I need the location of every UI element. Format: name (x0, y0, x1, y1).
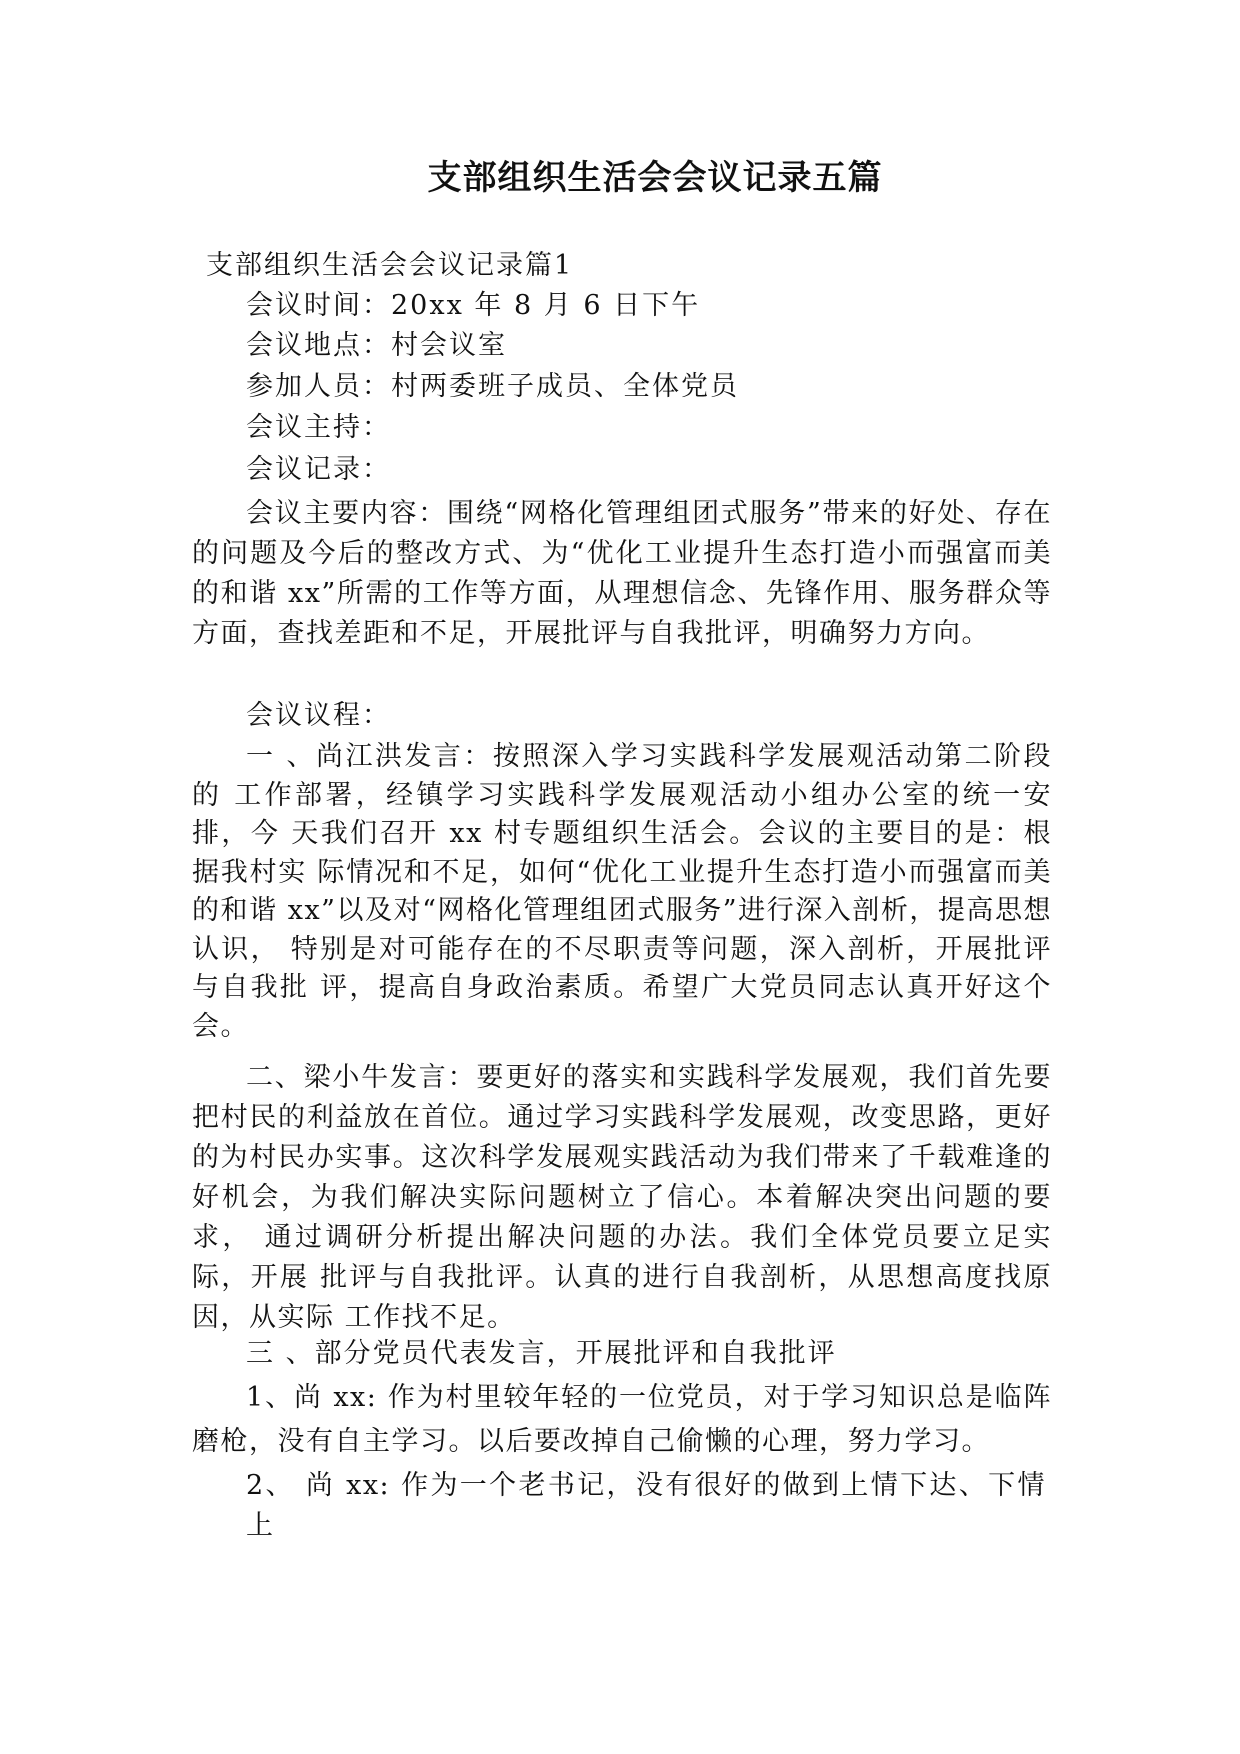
speaker-1: 1、尚 xx: 作为村里较年轻的一位党员，对于学习知识总是临阵磨枪，没有自主学习。以后要改掉自己偷懒的心理，努力学习。 (192, 1382, 1052, 1457)
attendees: 参加人员：村两委班子成员、全体党员 (246, 371, 739, 402)
document-title: 支部组织生活会会议记录五篇 (427, 158, 883, 198)
section-heading: 支部组织生活会会议记录篇1 (206, 250, 574, 281)
agenda-item-2: 二、梁小牛发言：要更好的落实和实践科学发展观，我们首先要把村民的利益放在首位。通过学习实践科学发展观，改变思路，更好的为村民办实事。这次科学发展观实践活动为我们带来了千载难逢的好机会，为我们解决实际问题树立了信心。本着解决突出问题的要求， 通过调研分析提出解决问题的办法。我们全体党员要立足实际，开展 批评与自我批评。认真的进行自我剖析，从思想高度找原因，从实际 工作找不足。 (192, 1062, 1052, 1333)
meeting-host: 会议主持： (246, 412, 391, 443)
agenda-label: 会议议程： (246, 700, 391, 731)
agenda-item-3: 三 、部分党员代表发言，开展批评和自我批评 (246, 1338, 837, 1369)
meeting-recorder: 会议记录： (246, 454, 391, 485)
agenda-item-1: 一 、尚江洪发言：按照深入学习实践科学发展观活动第二阶段的 工作部署，经镇学习实践科学发展观活动小组办公室的统一安排，今 天我们召开 xx 村专题组织生活会。会议的主要目的是：根据我村实 际情况和不足，如何“优化工业提升生态打造小而强富而美的和谐 xx”以及对“网格化管理组团式服务”进行深入剖析，提高思想认识， 特别是对可能存在的不尽职责等问题，深入剖析，开展批评与自我批 评，提高自身政治素质。希望广大党员同志认真开好这个会。 (192, 741, 1052, 1042)
speaker-2: 2、 尚 xx: 作为一个老书记，没有很好的做到上情下达、下情上 (246, 1470, 1046, 1541)
meeting-place: 会议地点：村会议室 (246, 330, 507, 361)
meeting-time: 会议时间：20xx 年 8 月 6 日下午 (246, 290, 701, 321)
main-content-paragraph: 会议主要内容：围绕“网格化管理组团式服务”带来的好处、存在的问题及今后的整改方式、为“优化工业提升生态打造小而强富而美的和谐 xx”所需的工作等方面，从理想信念、先锋作用、服务群众等方面，查找差距和不足，开展批评与自我批评，明确努力方向。 (192, 498, 1052, 649)
